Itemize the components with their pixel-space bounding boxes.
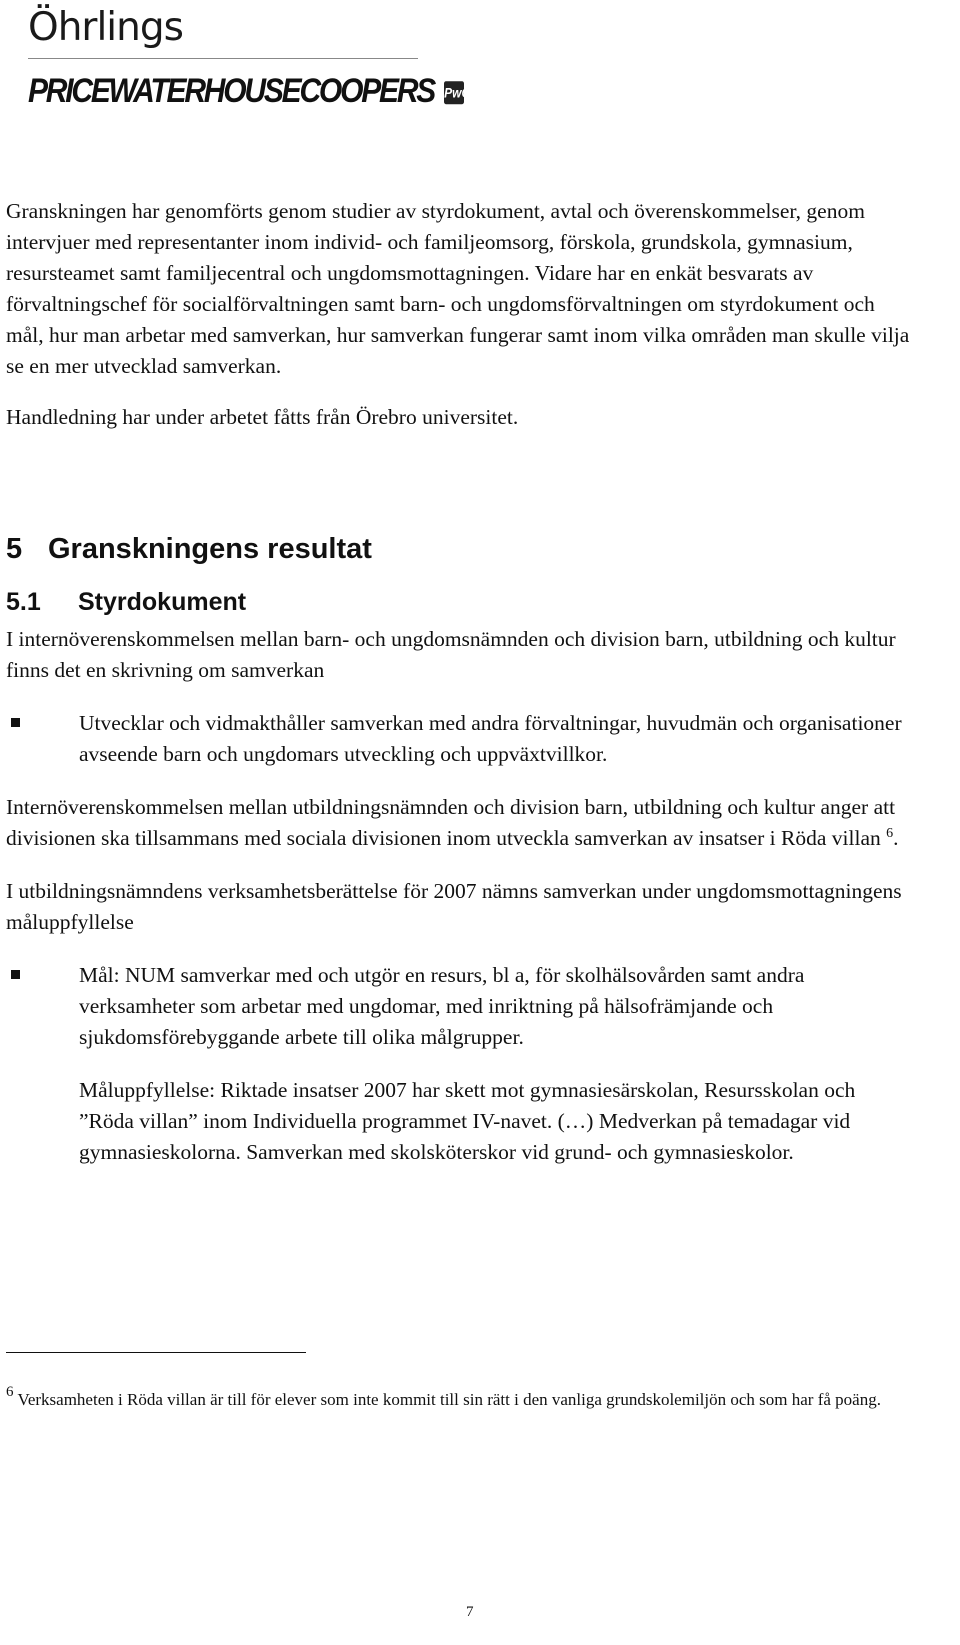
subsection-heading <box>6 586 911 618</box>
intro-paragraph: Granskningen har genomförts genom studier av styrdokument, avtal och överenskommelser, genom intervjuer med representanter inom individ- och familjeomsorg, förskola, grundskola, gymnasium, resursteamet samt familjecentral och ungdomsmottagningen. Vidare har en enkät besvarats av förvaltningschef för socialförvaltningen samt barn- och ungdomsförvaltningen om styrdokument och mål, hur man arbetar med samverkan, hur samverkan fungerar samt inom vilka områden man skulle vilja se en mer utvecklad samverkan. <box>6 199 910 378</box>
page-number: 7 <box>466 1604 474 1620</box>
square-bullet-icon <box>11 970 20 979</box>
logo-wordmark: PRICEWATERHOUSECOOPERS <box>28 72 435 110</box>
guidance-paragraph: Handledning har under arbetet fåtts från Örebro universitet. <box>6 405 519 429</box>
square-bullet-icon <box>11 718 20 727</box>
agreement-paragraph: I internöverenskommelsen mellan barn- och ungdomsnämnden och division barn, utbildning och kultur finns det en skrivning om samverkan <box>6 627 896 682</box>
section-title: Granskningens resultat <box>48 533 372 565</box>
company-logo <box>28 4 471 110</box>
agreement-paragraph-2 <box>6 792 911 854</box>
section-heading <box>6 531 911 567</box>
logo-divider <box>28 58 418 59</box>
agreement-paragraph-2-end: . <box>893 826 899 850</box>
agreement-paragraph-2-text: Internöverenskommelsen mellan utbildningsnämnden och division barn, utbildning och kultur anger att divisionen ska tillsammans med sociala divisionen inom utveckla samverkan av insatser i Röda villan <box>6 795 896 850</box>
subsection-title: Styrdokument <box>78 588 247 616</box>
section-number: 5 <box>6 533 23 565</box>
bullet-subtext: Måluppfyllelse: Riktade insatser 2007 har skett mot gymnasiesärskolan, Resursskolan och ”Röda villan” inom Individuella programmet IV-navet. (…) Medverkan på temadagar vid gymnasieskolorna. Samverkan med skolsköterskor vid grund- och gymnasieskolor. <box>79 1078 856 1164</box>
bullet-text: Utvecklar och vidmakthåller samverkan med andra förvaltningar, huvudmän och organisationer avseende barn och ungdomars utveckling och uppväxtvillkor. <box>79 711 902 766</box>
footnote <box>6 1384 911 1416</box>
footnote-text: Verksamheten i Röda villan är till för elever som inte kommit till sin rätt i den vanliga grundskolemiljön och som har få poäng. <box>17 1390 881 1409</box>
footnote-divider <box>6 1352 306 1353</box>
report-paragraph: I utbildningsnämndens verksamhetsberättelse för 2007 nämns samverkan under ungdomsmottagningens måluppfyllelse <box>6 879 902 934</box>
footnote-number: 6 <box>6 1384 14 1400</box>
logo-pricewaterhousecoopers <box>28 72 471 111</box>
bullet-item <box>6 960 911 1168</box>
bullet-item <box>6 708 911 770</box>
logo-ohrlings: Öhrlings <box>28 5 183 50</box>
document-body <box>6 196 911 1190</box>
subsection-number: 5.1 <box>6 588 41 616</box>
footnote-reference[interactable]: 6 <box>886 826 894 841</box>
logo-badge-icon: PwC <box>444 81 464 104</box>
bullet-text: Mål: NUM samverkar med och utgör en resurs, bl a, för skolhälsovården samt andra verksamheter som arbetar med ungdomar, med inriktning på hälsofrämjande och sjukdomsförebyggande arbete till olika målgrupper. <box>79 963 805 1049</box>
